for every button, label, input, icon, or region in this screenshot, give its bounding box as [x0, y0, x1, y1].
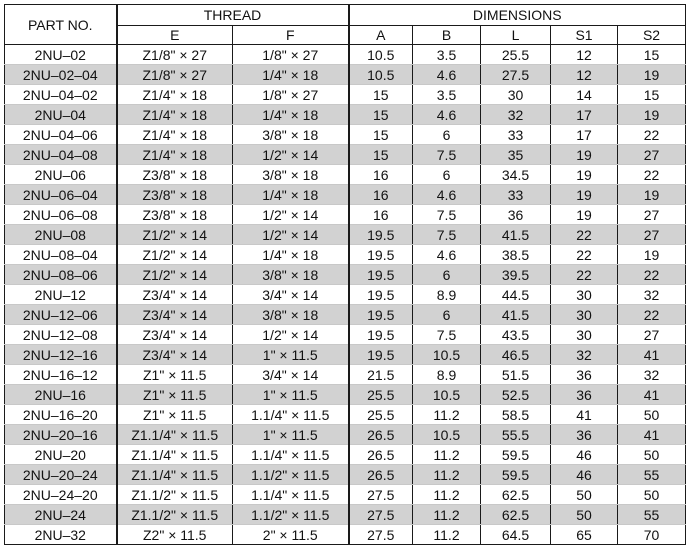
dim-l-cell: 33 [481, 125, 551, 145]
header-dimensions: DIMENSIONS [349, 5, 686, 26]
dim-b-cell: 7.5 [413, 205, 481, 225]
dim-s2-cell: 22 [618, 165, 686, 185]
table-row [5, 165, 686, 185]
dim-s2-cell: 41 [618, 345, 686, 365]
dim-l-cell: 51.5 [481, 365, 551, 385]
dim-s2-cell: 41 [618, 385, 686, 405]
dim-b-cell: 8.9 [413, 365, 481, 385]
table-row [5, 145, 686, 165]
dim-a-cell: 19.5 [349, 325, 413, 345]
dim-l-cell: 27.5 [481, 65, 551, 85]
dim-l-cell: 58.5 [481, 405, 551, 425]
table-row [5, 465, 686, 485]
part-no-cell: 2NU–20 [5, 445, 117, 465]
dim-s1-cell: 17 [551, 105, 618, 125]
table-row [5, 385, 686, 405]
thread-e-cell: Z3/8" × 18 [117, 165, 233, 185]
dim-l-cell: 52.5 [481, 385, 551, 405]
dim-a-cell: 27.5 [349, 485, 413, 505]
table-row [5, 265, 686, 285]
table-row [5, 525, 686, 545]
thread-e-cell: Z3/8" × 18 [117, 205, 233, 225]
thread-f-cell: 1" × 11.5 [233, 345, 349, 365]
dim-b-cell: 11.2 [413, 405, 481, 425]
dim-b-cell: 3.5 [413, 85, 481, 105]
dim-s1-cell: 50 [551, 505, 618, 525]
dim-s1-cell: 36 [551, 385, 618, 405]
thread-f-cell: 1.1/4" × 11.5 [233, 485, 349, 505]
table-row [5, 425, 686, 445]
dim-l-cell: 62.5 [481, 505, 551, 525]
thread-f-cell: 1/2" × 14 [233, 225, 349, 245]
dim-a-cell: 26.5 [349, 465, 413, 485]
dim-a-cell: 15 [349, 145, 413, 165]
dim-s1-cell: 46 [551, 465, 618, 485]
dim-l-cell: 59.5 [481, 445, 551, 465]
thread-f-cell: 3/8" × 18 [233, 265, 349, 285]
dim-s2-cell: 50 [618, 405, 686, 425]
dim-b-cell: 7.5 [413, 225, 481, 245]
dim-a-cell: 25.5 [349, 385, 413, 405]
dim-s2-cell: 27 [618, 325, 686, 345]
part-no-cell: 2NU–04–06 [5, 125, 117, 145]
thread-e-cell: Z1" × 11.5 [117, 385, 233, 405]
dim-s1-cell: 46 [551, 445, 618, 465]
part-no-cell: 2NU–04–02 [5, 85, 117, 105]
table-row [5, 85, 686, 105]
thread-e-cell: Z1/4" × 18 [117, 85, 233, 105]
dim-s2-cell: 27 [618, 205, 686, 225]
part-no-cell: 2NU–16–20 [5, 405, 117, 425]
thread-e-cell: Z3/4" × 14 [117, 345, 233, 365]
table-row [5, 125, 686, 145]
dim-s2-cell: 70 [618, 525, 686, 545]
dim-s1-cell: 22 [551, 225, 618, 245]
dim-s2-cell: 32 [618, 365, 686, 385]
dim-b-cell: 4.6 [413, 65, 481, 85]
thread-f-cell: 1.1/2" × 11.5 [233, 465, 349, 485]
dim-l-cell: 46.5 [481, 345, 551, 365]
thread-e-cell: Z1.1/2" × 11.5 [117, 485, 233, 505]
part-no-cell: 2NU–08 [5, 225, 117, 245]
thread-e-cell: Z1/2" × 14 [117, 225, 233, 245]
dim-l-cell: 39.5 [481, 265, 551, 285]
dim-s2-cell: 55 [618, 505, 686, 525]
part-no-cell: 2NU–20–24 [5, 465, 117, 485]
header-thread: THREAD [117, 5, 349, 26]
thread-e-cell: Z1.1/4" × 11.5 [117, 465, 233, 485]
thread-f-cell: 1/4" × 18 [233, 185, 349, 205]
dim-a-cell: 19.5 [349, 245, 413, 265]
dim-s1-cell: 30 [551, 305, 618, 325]
dim-s1-cell: 17 [551, 125, 618, 145]
table-row [5, 65, 686, 85]
dim-b-cell: 4.6 [413, 105, 481, 125]
dim-l-cell: 41.5 [481, 305, 551, 325]
dim-s2-cell: 32 [618, 285, 686, 305]
dim-b-cell: 6 [413, 165, 481, 185]
dim-a-cell: 15 [349, 125, 413, 145]
part-no-cell: 2NU–16–12 [5, 365, 117, 385]
part-no-cell: 2NU–12–16 [5, 345, 117, 365]
thread-f-cell: 1.1/2" × 11.5 [233, 505, 349, 525]
dim-s1-cell: 41 [551, 405, 618, 425]
thread-f-cell: 2" × 11.5 [233, 525, 349, 545]
table-row [5, 365, 686, 385]
dim-b-cell: 6 [413, 265, 481, 285]
dim-b-cell: 7.5 [413, 325, 481, 345]
thread-e-cell: Z1/4" × 18 [117, 125, 233, 145]
dim-l-cell: 32 [481, 105, 551, 125]
table-header [5, 5, 686, 45]
dim-s1-cell: 32 [551, 345, 618, 365]
dim-b-cell: 10.5 [413, 385, 481, 405]
dim-a-cell: 16 [349, 185, 413, 205]
part-no-cell: 2NU–04–08 [5, 145, 117, 165]
dim-s2-cell: 19 [618, 185, 686, 205]
column-header-b: B [413, 26, 481, 45]
thread-f-cell: 1/4" × 18 [233, 65, 349, 85]
dim-a-cell: 16 [349, 205, 413, 225]
dim-l-cell: 44.5 [481, 285, 551, 305]
dim-a-cell: 19.5 [349, 345, 413, 365]
part-no-cell: 2NU–12–06 [5, 305, 117, 325]
thread-e-cell: Z3/4" × 14 [117, 305, 233, 325]
dim-a-cell: 15 [349, 85, 413, 105]
dim-s1-cell: 36 [551, 365, 618, 385]
dim-l-cell: 33 [481, 185, 551, 205]
part-no-cell: 2NU–16 [5, 385, 117, 405]
dim-s1-cell: 12 [551, 65, 618, 85]
dim-b-cell: 3.5 [413, 45, 481, 65]
table-row [5, 485, 686, 505]
thread-e-cell: Z1.1/4" × 11.5 [117, 445, 233, 465]
table-row [5, 405, 686, 425]
thread-e-cell: Z1" × 11.5 [117, 405, 233, 425]
dim-s2-cell: 15 [618, 85, 686, 105]
table-row [5, 105, 686, 125]
dim-l-cell: 59.5 [481, 465, 551, 485]
dim-a-cell: 19.5 [349, 285, 413, 305]
table-row [5, 345, 686, 365]
fittings-dimension-table [4, 4, 686, 545]
part-no-cell: 2NU–08–04 [5, 245, 117, 265]
part-no-cell: 2NU–12–08 [5, 325, 117, 345]
table-row [5, 305, 686, 325]
thread-e-cell: Z3/8" × 18 [117, 185, 233, 205]
dim-s1-cell: 50 [551, 485, 618, 505]
dim-a-cell: 10.5 [349, 65, 413, 85]
thread-f-cell: 1/2" × 14 [233, 145, 349, 165]
dim-s2-cell: 22 [618, 305, 686, 325]
column-header-f: F [233, 26, 349, 45]
thread-f-cell: 1/2" × 14 [233, 325, 349, 345]
table-row [5, 325, 686, 345]
dim-b-cell: 8.9 [413, 285, 481, 305]
thread-e-cell: Z1/2" × 14 [117, 265, 233, 285]
dim-b-cell: 6 [413, 305, 481, 325]
dim-b-cell: 4.6 [413, 245, 481, 265]
table-row [5, 285, 686, 305]
dim-b-cell: 11.2 [413, 465, 481, 485]
dim-l-cell: 35 [481, 145, 551, 165]
dim-s1-cell: 14 [551, 85, 618, 105]
dim-s1-cell: 19 [551, 165, 618, 185]
dim-l-cell: 38.5 [481, 245, 551, 265]
dim-l-cell: 25.5 [481, 45, 551, 65]
dim-b-cell: 10.5 [413, 345, 481, 365]
thread-e-cell: Z1" × 11.5 [117, 365, 233, 385]
dim-s2-cell: 22 [618, 125, 686, 145]
table-body [5, 45, 686, 545]
dim-b-cell: 11.2 [413, 445, 481, 465]
dim-l-cell: 43.5 [481, 325, 551, 345]
dim-l-cell: 62.5 [481, 485, 551, 505]
thread-f-cell: 3/4" × 14 [233, 365, 349, 385]
thread-f-cell: 1" × 11.5 [233, 385, 349, 405]
thread-f-cell: 1/8" × 27 [233, 45, 349, 65]
table-row [5, 45, 686, 65]
thread-e-cell: Z1/4" × 18 [117, 145, 233, 165]
part-no-cell: 2NU–32 [5, 525, 117, 545]
thread-e-cell: Z1.1/4" × 11.5 [117, 425, 233, 445]
column-header-a: A [349, 26, 413, 45]
dim-s1-cell: 65 [551, 525, 618, 545]
dim-s2-cell: 19 [618, 245, 686, 265]
dim-s1-cell: 19 [551, 185, 618, 205]
dim-a-cell: 16 [349, 165, 413, 185]
thread-f-cell: 1" × 11.5 [233, 425, 349, 445]
dim-a-cell: 19.5 [349, 305, 413, 325]
dim-s2-cell: 19 [618, 105, 686, 125]
thread-f-cell: 3/8" × 18 [233, 165, 349, 185]
dim-a-cell: 27.5 [349, 505, 413, 525]
dim-s1-cell: 30 [551, 285, 618, 305]
header-part-no: PART NO. [5, 5, 117, 45]
dim-a-cell: 26.5 [349, 445, 413, 465]
dim-b-cell: 11.2 [413, 485, 481, 505]
thread-f-cell: 1/8" × 27 [233, 85, 349, 105]
column-header-s1: S1 [551, 26, 618, 45]
thread-f-cell: 1/2" × 14 [233, 205, 349, 225]
thread-f-cell: 3/8" × 18 [233, 125, 349, 145]
dim-s2-cell: 15 [618, 45, 686, 65]
thread-e-cell: Z1/2" × 14 [117, 245, 233, 265]
table-row [5, 245, 686, 265]
thread-e-cell: Z1/8" × 27 [117, 65, 233, 85]
part-no-cell: 2NU–06 [5, 165, 117, 185]
dim-s2-cell: 50 [618, 485, 686, 505]
dim-l-cell: 41.5 [481, 225, 551, 245]
thread-e-cell: Z2" × 11.5 [117, 525, 233, 545]
dim-s2-cell: 19 [618, 65, 686, 85]
dim-a-cell: 27.5 [349, 525, 413, 545]
dim-s1-cell: 22 [551, 245, 618, 265]
part-no-cell: 2NU–12 [5, 285, 117, 305]
dim-s1-cell: 19 [551, 145, 618, 165]
thread-f-cell: 1.1/4" × 11.5 [233, 445, 349, 465]
dim-s1-cell: 12 [551, 45, 618, 65]
dim-s2-cell: 27 [618, 225, 686, 245]
dim-a-cell: 19.5 [349, 265, 413, 285]
thread-f-cell: 1/4" × 18 [233, 245, 349, 265]
table-row [5, 445, 686, 465]
thread-e-cell: Z3/4" × 14 [117, 285, 233, 305]
dim-l-cell: 55.5 [481, 425, 551, 445]
dim-a-cell: 26.5 [349, 425, 413, 445]
part-no-cell: 2NU–02–04 [5, 65, 117, 85]
dim-s2-cell: 22 [618, 265, 686, 285]
thread-f-cell: 3/8" × 18 [233, 305, 349, 325]
table-row [5, 205, 686, 225]
dim-b-cell: 7.5 [413, 145, 481, 165]
dim-b-cell: 10.5 [413, 425, 481, 445]
part-no-cell: 2NU–24 [5, 505, 117, 525]
dim-b-cell: 11.2 [413, 525, 481, 545]
dim-s1-cell: 30 [551, 325, 618, 345]
dim-a-cell: 10.5 [349, 45, 413, 65]
part-no-cell: 2NU–06–04 [5, 185, 117, 205]
thread-f-cell: 1.1/4" × 11.5 [233, 405, 349, 425]
dim-b-cell: 11.2 [413, 505, 481, 525]
thread-e-cell: Z3/4" × 14 [117, 325, 233, 345]
thread-e-cell: Z1/8" × 27 [117, 45, 233, 65]
part-no-cell: 2NU–24–20 [5, 485, 117, 505]
table-row [5, 505, 686, 525]
dim-s1-cell: 19 [551, 205, 618, 225]
part-no-cell: 2NU–20–16 [5, 425, 117, 445]
dim-l-cell: 30 [481, 85, 551, 105]
dim-s2-cell: 41 [618, 425, 686, 445]
dim-s1-cell: 36 [551, 425, 618, 445]
dim-l-cell: 36 [481, 205, 551, 225]
part-no-cell: 2NU–06–08 [5, 205, 117, 225]
dim-a-cell: 21.5 [349, 365, 413, 385]
column-header-l: L [481, 26, 551, 45]
thread-f-cell: 1/4" × 18 [233, 105, 349, 125]
dim-s2-cell: 50 [618, 445, 686, 465]
dim-a-cell: 15 [349, 105, 413, 125]
part-no-cell: 2NU–04 [5, 105, 117, 125]
column-header-e: E [117, 26, 233, 45]
dim-b-cell: 6 [413, 125, 481, 145]
dim-l-cell: 34.5 [481, 165, 551, 185]
dim-a-cell: 25.5 [349, 405, 413, 425]
part-no-cell: 2NU–02 [5, 45, 117, 65]
dim-b-cell: 4.6 [413, 185, 481, 205]
dim-s2-cell: 55 [618, 465, 686, 485]
thread-e-cell: Z1/4" × 18 [117, 105, 233, 125]
thread-f-cell: 3/4" × 14 [233, 285, 349, 305]
table-row [5, 185, 686, 205]
part-no-cell: 2NU–08–06 [5, 265, 117, 285]
column-header-s2: S2 [618, 26, 686, 45]
dim-s1-cell: 22 [551, 265, 618, 285]
table-row [5, 225, 686, 245]
dim-a-cell: 19.5 [349, 225, 413, 245]
dim-s2-cell: 27 [618, 145, 686, 165]
dim-l-cell: 64.5 [481, 525, 551, 545]
thread-e-cell: Z1.1/2" × 11.5 [117, 505, 233, 525]
